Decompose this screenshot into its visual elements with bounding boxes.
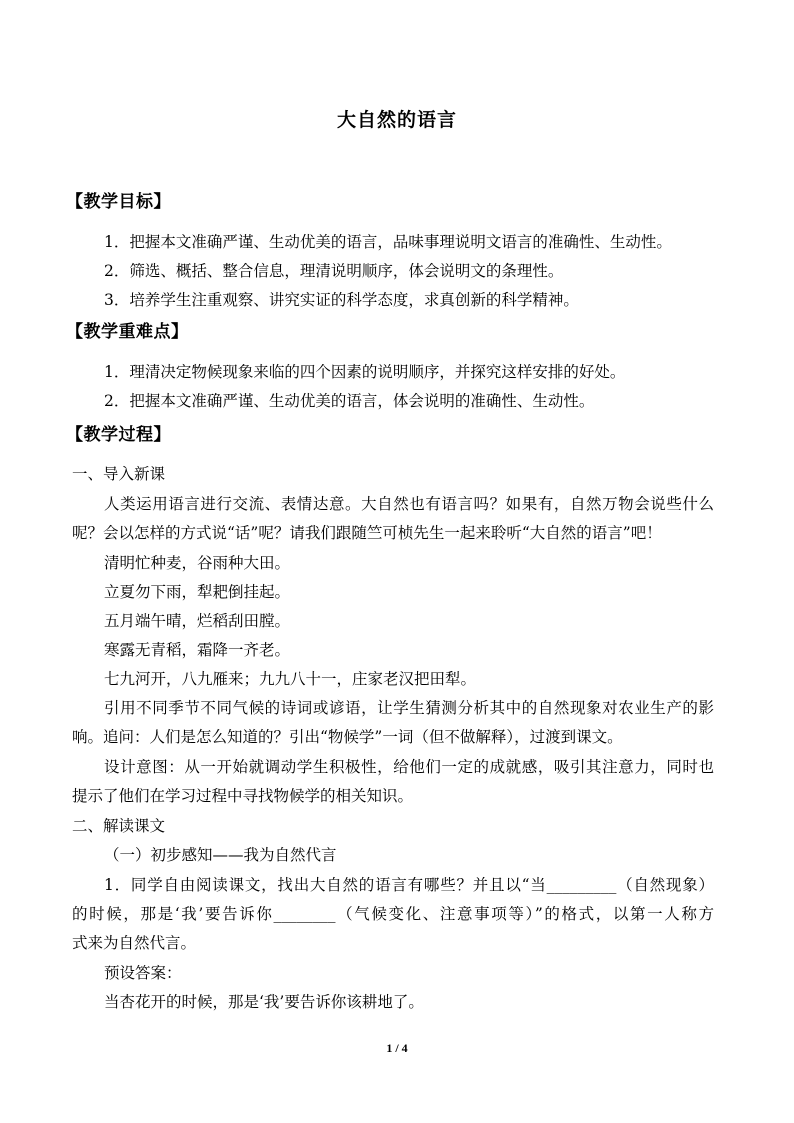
- objective-item-2: 2．筛选、概括、整合信息，理清说明顺序，体会说明文的条理性。: [104, 262, 564, 280]
- intro-heading: 一、导入新课: [72, 465, 166, 483]
- task-paragraph-line-2: 的时候，那是‘我’要告诉你________（气候变化、注意事项等）”的格式，以第一人称方: [72, 905, 714, 923]
- proverb-line: 七九河开，八九雁来；九九八十一，庄家老汉把田犁。: [104, 670, 477, 688]
- answer-label: 预设答案：: [104, 964, 182, 982]
- key-points-heading: 【教学重难点】: [66, 322, 189, 342]
- objective-item-3: 3．培养学生注重观察、讲究实证的科学态度，求真创新的科学精神。: [104, 291, 579, 309]
- quote-paragraph-line-2: 响。追问：人们是怎么知道的？引出“物候学”一词（但不做解释），过渡到课文。: [72, 728, 623, 746]
- objectives-heading: 【教学目标】: [66, 192, 171, 212]
- page-number: 1 / 4: [386, 1041, 408, 1055]
- proverb-line: 五月端午晴，烂稻刮田膛。: [104, 612, 291, 630]
- process-heading: 【教学过程】: [66, 425, 171, 445]
- proverb-line: 寒露无青稻，霜降一齐老。: [104, 641, 291, 659]
- intro-paragraph-line-1: 人类运用语言进行交流、表情达意。大自然也有语言吗？如果有，自然万物会说些什么: [104, 495, 714, 513]
- page-title: 大自然的语言: [336, 109, 457, 131]
- design-paragraph-line-1: 设计意图：从一开始就调动学生积极性，给他们一定的成就感，吸引其注意力，同时也: [104, 758, 714, 776]
- task-paragraph-line-1: 1．同学自由阅读课文，找出大自然的语言有哪些？并且以“当_________（自然现象）: [104, 876, 714, 894]
- reading-heading: 二、解读课文: [72, 817, 166, 835]
- proverb-line: 清明忙种麦，谷雨种大田。: [104, 554, 291, 572]
- quote-paragraph-line-1: 引用不同季节不同气候的诗词或谚语，让学生猜测分析其中的自然现象对农业生产的影: [104, 699, 714, 717]
- design-paragraph-line-2: 提示了他们在学习过程中寻找物候学的相关知识。: [72, 787, 414, 805]
- answer-line: 当杏花开的时候，那是‘我’要告诉你该耕地了。: [104, 993, 424, 1011]
- intro-paragraph-line-2: 呢？会以怎样的方式说“话”呢？请我们跟随竺可桢先生一起来聆听“大自然的语言”吧！: [72, 524, 662, 542]
- objective-item-1: 1．把握本文准确严谨、生动优美的语言，品味事理说明文语言的准确性、生动性。: [104, 233, 672, 251]
- key-point-item-1: 1．理清决定物候现象来临的四个因素的说明顺序，并探究这样安排的好处。: [104, 363, 626, 381]
- proverb-line: 立夏勿下雨，犁耙倒挂起。: [104, 583, 291, 601]
- key-point-item-2: 2．把握本文准确严谨、生动优美的语言，体会说明的准确性、生动性。: [104, 392, 595, 410]
- task-paragraph-line-3: 式来为自然代言。: [72, 934, 197, 952]
- sub-heading-first-perception: （一）初步感知——我为自然代言: [104, 846, 337, 864]
